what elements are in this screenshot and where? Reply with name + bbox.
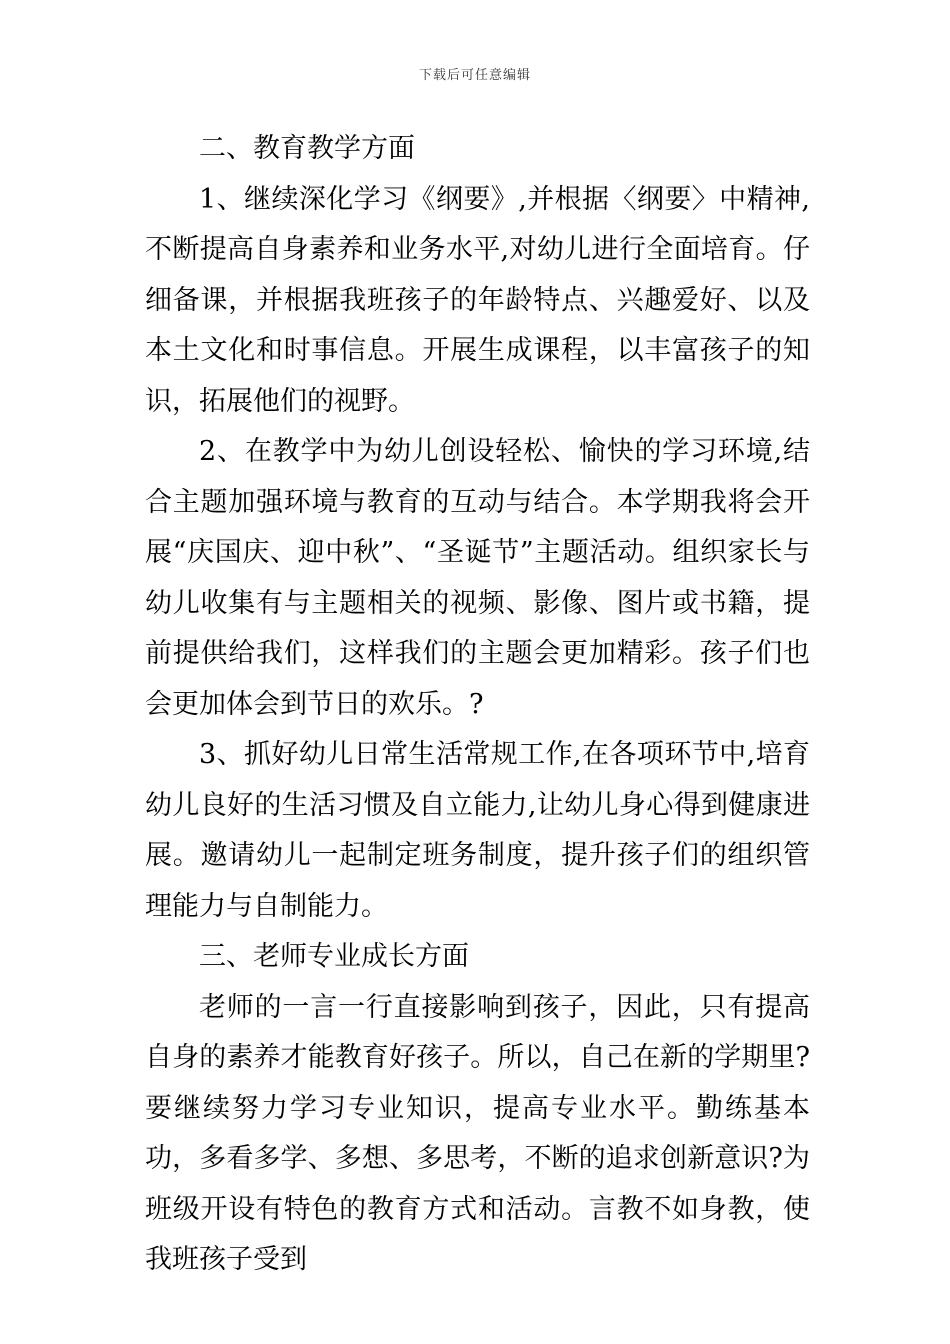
paragraph-item-2: 2、在教学中为幼儿创设轻松、愉快的学习环境,结合主题加强环境与教育的互动与结合。本学期我将会开展“庆国庆、迎中秋”、“圣诞节”主题活动。组织家长与幼儿收集有与主题相关的视频、影像、图片或书籍，提前提供给我们，这样我们的主题会更加精彩。孩子们也会更加体会到节日的欢乐。? xyxy=(145,436,810,720)
section-heading-teacher-growth: 三、老师专业成长方面 xyxy=(199,941,469,972)
document-body xyxy=(145,124,810,1286)
page-header: 下载后可任意编辑 xyxy=(418,68,531,83)
paragraph-item-1: 1、继续深化学习《纲要》,并根据〈纲要〉中精神,不断提高自身素养和业务水平,对幼儿进行全面培育。仔细备课，并根据我班孩子的年龄特点、兴趣爱好、以及本土文化和时事信息。开展生成课程，以丰富孩子的知识，拓展他们的视野。 xyxy=(145,183,810,417)
paragraph-item-3: 3、抓好幼儿日常生活常规工作,在各项环节中,培育幼儿良好的生活习惯及自立能力,让幼儿身心得到健康进展。邀请幼儿一起制定班务制度，提升孩子们的组织管理能力与自制能力。 xyxy=(145,739,810,922)
paragraph-teacher-growth: 老师的一言一行直接影响到孩子，因此，只有提高自身的素养才能教育好孩子。所以，自己在新的学期里?要继续努力学习专业知识，提高专业水平。勤练基本功，多看多学、多想、多思考，不断的追求创新意识?为班级开设有特色的教育方式和活动。言教不如身教，使我班孩子受到 xyxy=(145,991,810,1275)
section-heading-education: 二、教育教学方面 xyxy=(199,133,415,164)
